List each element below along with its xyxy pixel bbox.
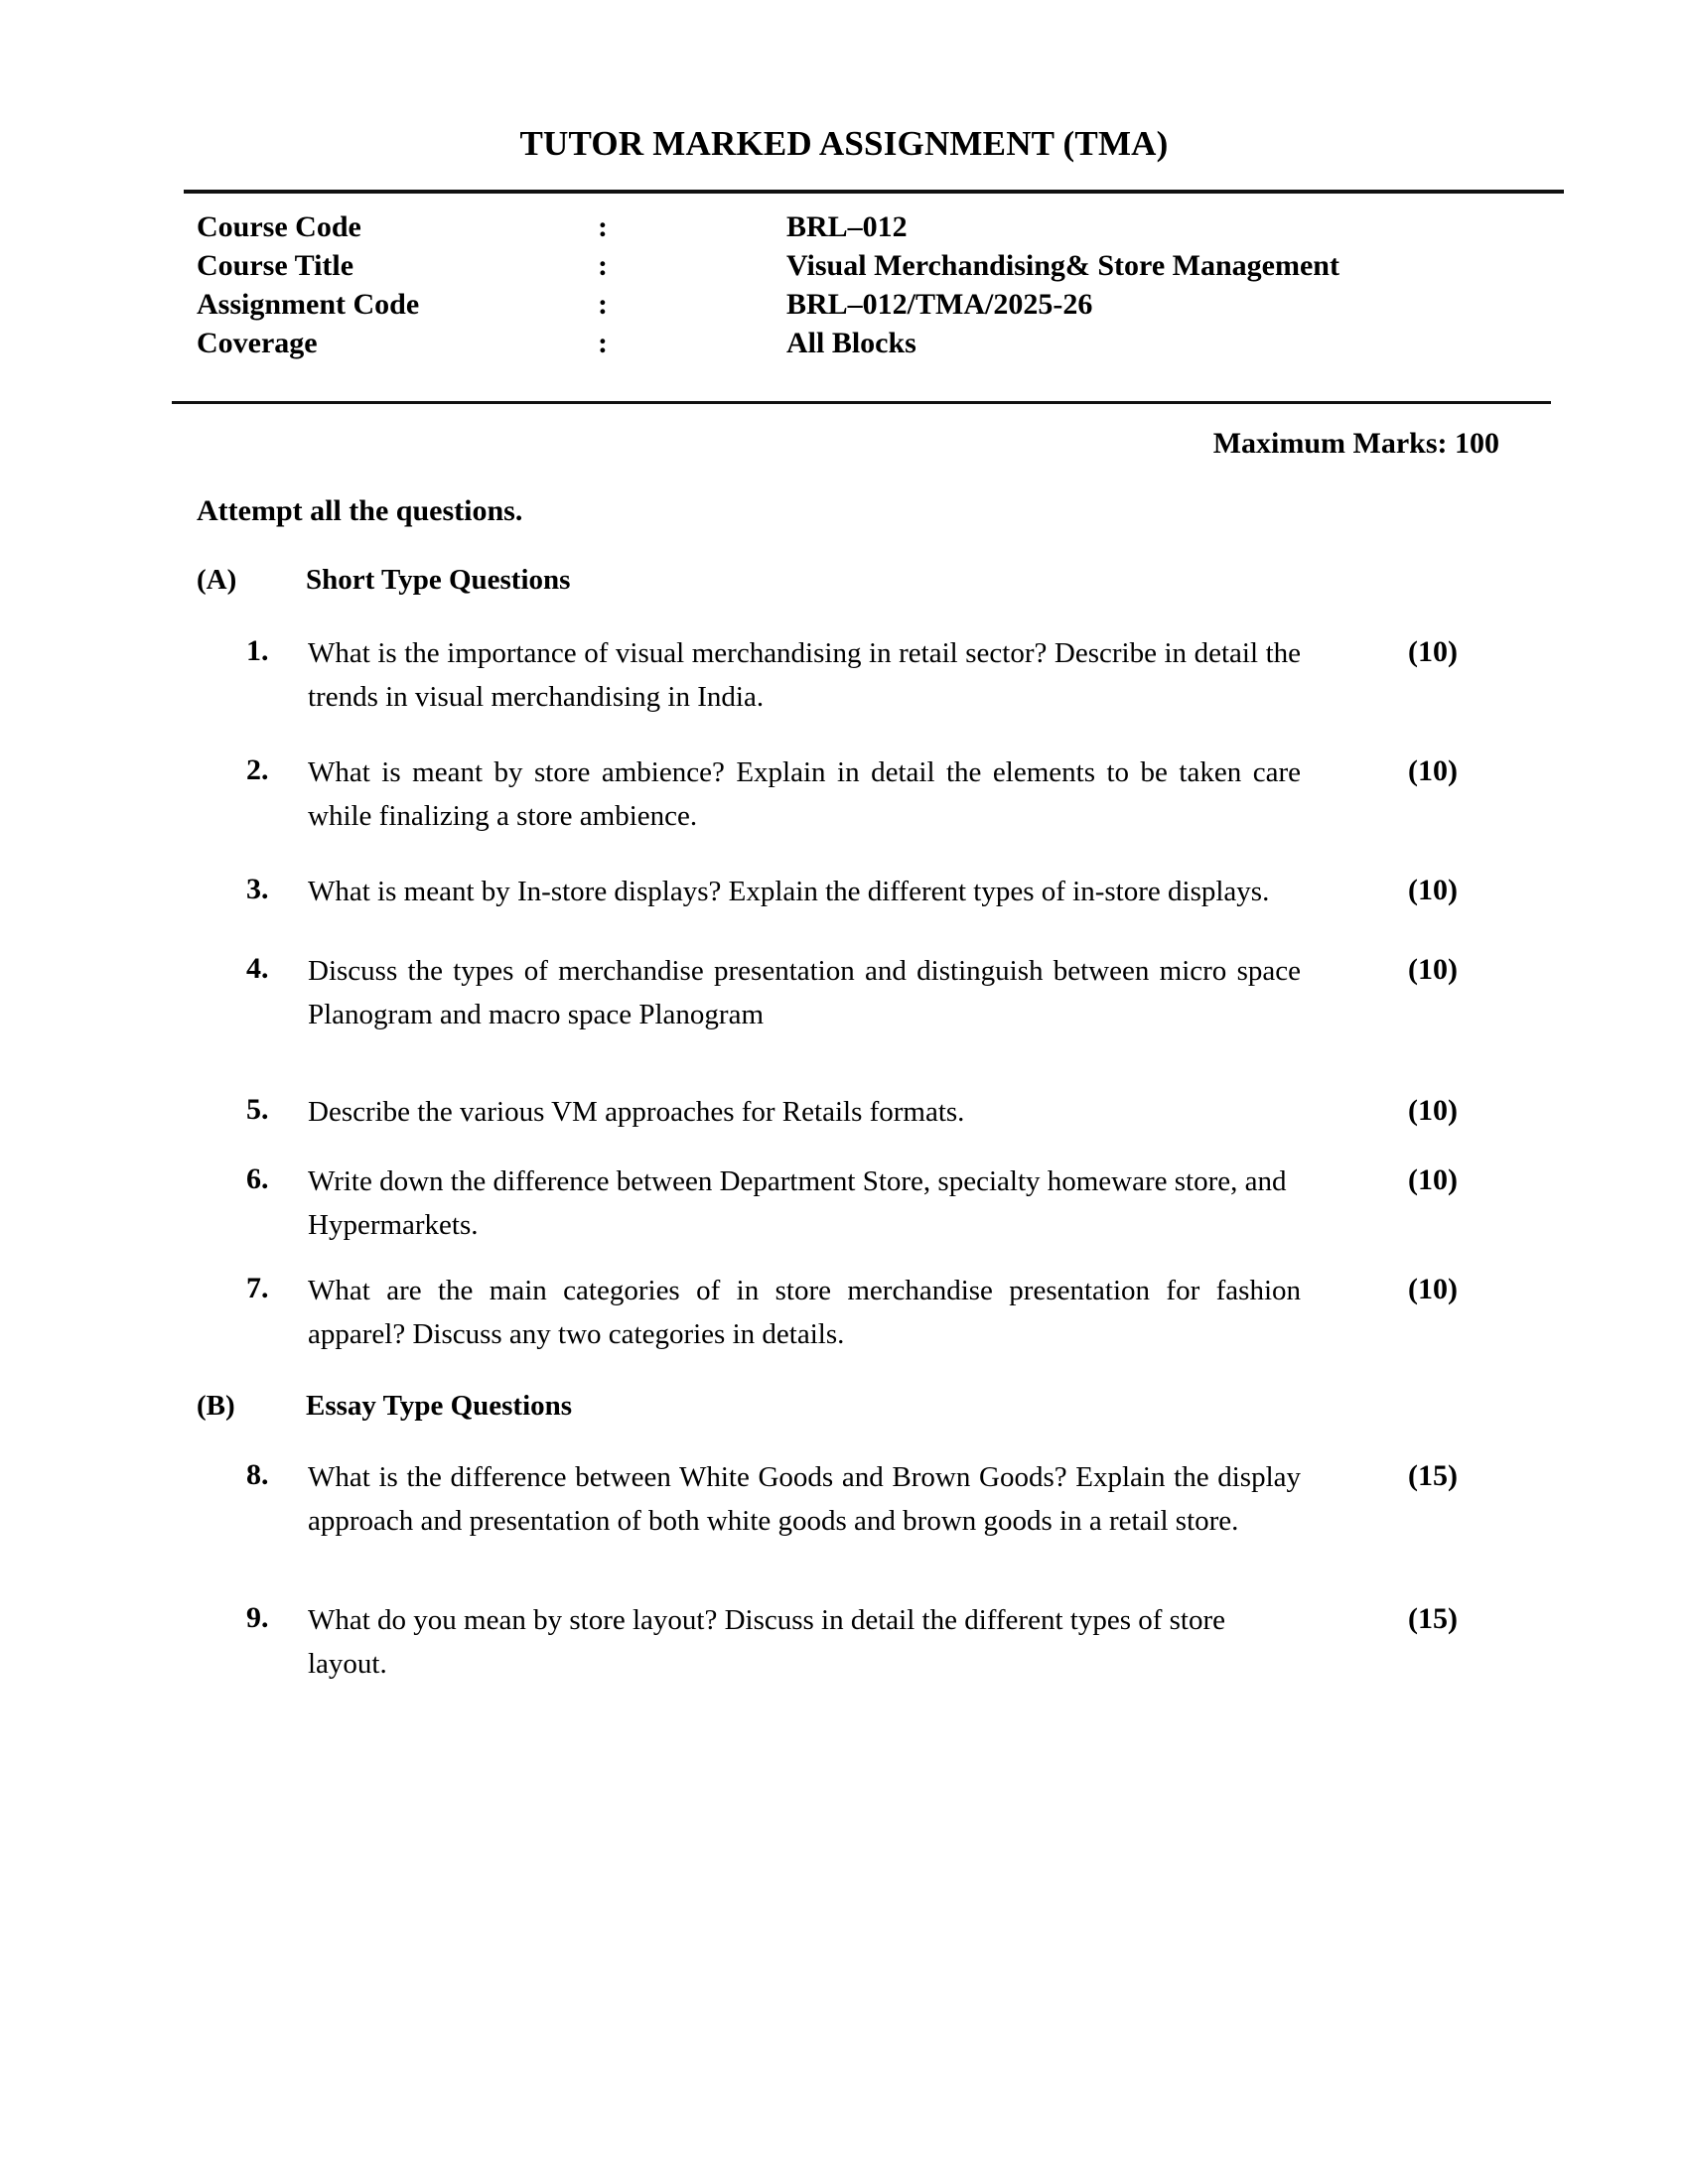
question-number: 4. — [246, 952, 269, 985]
question-text: What do you mean by store layout? Discuss in detail the different types of store layout. — [308, 1604, 1226, 1680]
course-meta-table — [197, 210, 1517, 365]
question-number: 5. — [246, 1093, 269, 1126]
meta-label-course-title: Course Title — [197, 249, 354, 282]
table-row — [197, 327, 1517, 365]
question-number: 1. — [246, 634, 269, 667]
question-marks: (10) — [1408, 1273, 1458, 1305]
question-item — [199, 1090, 1509, 1130]
question-marks: (10) — [1408, 953, 1458, 986]
section-heading-b — [197, 1390, 572, 1423]
question-marks: (15) — [1408, 1602, 1458, 1635]
section-heading-a — [197, 564, 570, 597]
question-text: Describe the various VM approaches for Retails formats. — [308, 1096, 965, 1128]
meta-colon: : — [598, 327, 608, 359]
question-number: 6. — [246, 1162, 269, 1195]
question-item — [199, 1598, 1509, 1680]
meta-label-assignment-code: Assignment Code — [197, 288, 420, 321]
meta-value-assignment-code: BRL–012/TMA/2025-26 — [786, 288, 1093, 321]
maximum-marks: Maximum Marks: 100 — [1212, 427, 1499, 460]
table-row — [197, 249, 1517, 288]
question-marks: (10) — [1408, 1094, 1458, 1127]
instruction-text: Attempt all the questions. — [197, 494, 523, 527]
question-number: 8. — [246, 1458, 269, 1491]
question-number: 7. — [246, 1272, 269, 1304]
question-item — [199, 1160, 1509, 1241]
question-text: Discuss the types of merchandise presentation and distinguish between micro space Planogram and macro space Planogram — [308, 955, 1301, 1030]
question-text: What is the difference between White Goods and Brown Goods? Explain the display approach and presentation of both white goods and brown goods in a retail store. — [308, 1461, 1301, 1537]
header-rule-top — [184, 190, 1564, 194]
section-title-a: Short Type Questions — [306, 564, 571, 596]
question-item — [199, 751, 1509, 832]
question-item — [199, 631, 1509, 713]
question-item — [199, 1269, 1509, 1350]
meta-value-course-title: Visual Merchandising& Store Management — [786, 249, 1339, 282]
question-text: What is the importance of visual merchandising in retail sector? Describe in detail the trends in visual merchandising in India. — [308, 637, 1301, 713]
table-row — [197, 288, 1517, 327]
question-number: 9. — [246, 1601, 269, 1634]
question-marks: (10) — [1408, 635, 1458, 668]
meta-label-course-code: Course Code — [197, 210, 361, 243]
section-letter-b: (B) — [197, 1390, 235, 1422]
page-title: TUTOR MARKED ASSIGNMENT (TMA) — [519, 124, 1169, 163]
header-rule-bottom — [172, 401, 1551, 404]
meta-label-coverage: Coverage — [197, 327, 318, 359]
question-marks: (10) — [1408, 874, 1458, 906]
question-text: What are the main categories of in store merchandise presentation for fashion apparel? Discuss any two categories in details. — [308, 1275, 1301, 1350]
table-row — [197, 210, 1517, 249]
question-marks: (15) — [1408, 1459, 1458, 1492]
meta-colon: : — [598, 288, 608, 321]
section-title-b: Essay Type Questions — [306, 1390, 573, 1422]
question-text: What is meant by store ambience? Explain in detail the elements to be taken care while finalizing a store ambience. — [308, 756, 1301, 832]
meta-value-course-code: BRL–012 — [786, 210, 908, 243]
question-marks: (10) — [1408, 754, 1458, 787]
question-number: 2. — [246, 753, 269, 786]
question-item — [199, 1455, 1509, 1537]
question-text: Write down the difference between Department Store, specialty homeware store, and Hypermarkets. — [308, 1165, 1287, 1241]
meta-value-coverage: All Blocks — [786, 327, 916, 359]
meta-colon: : — [598, 249, 608, 282]
question-text: What is meant by In-store displays? Explain the different types of in-store displays. — [308, 876, 1270, 907]
question-number: 3. — [246, 873, 269, 905]
question-item — [199, 949, 1509, 1030]
meta-colon: : — [598, 210, 608, 243]
question-item — [199, 870, 1509, 909]
question-marks: (10) — [1408, 1163, 1458, 1196]
section-letter-a: (A) — [197, 564, 237, 596]
